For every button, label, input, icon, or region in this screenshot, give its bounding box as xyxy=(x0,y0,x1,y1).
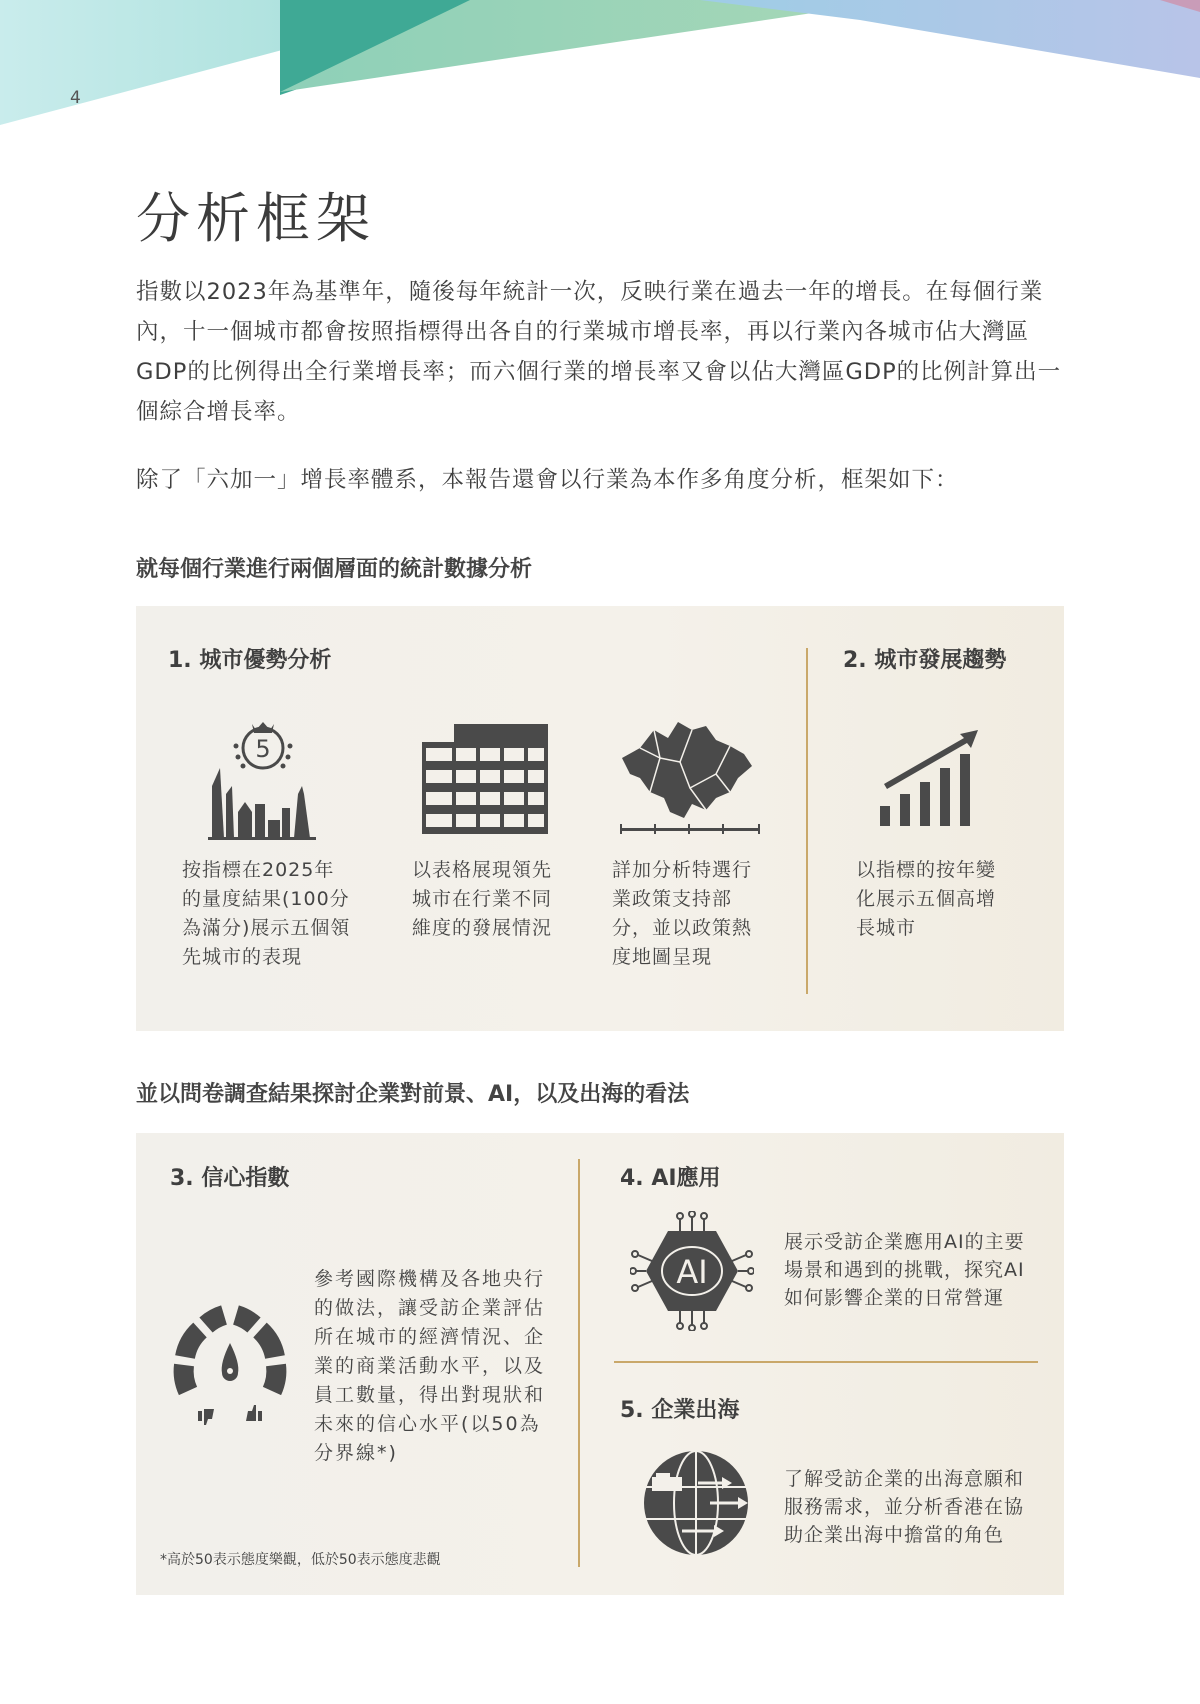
intro-paragraph-2: 除了「六加一」增長率體系，本報告還會以行業為本作多角度分析，框架如下： xyxy=(136,467,959,493)
confidence-desc: 參考國際機構及各地央行的做法，讓受訪企業評估所在城市的經濟情況、企業的商業活動水平，以及員工數量，得出對現狀和未來的信心水平(以50為分界線*) xyxy=(314,1268,546,1464)
city-advantage-title: 1. 城市優勢分析 xyxy=(168,648,332,673)
map-icon xyxy=(620,718,760,838)
intro-paragraph-1: 指數以2023年為基準年，隨後每年統計一次，反映行業在過去一年的增長。在每個行業內，十一個城市都會按照指標得出各自的行業城市增長率，再以行業內各城市佔大灣區GDP的比例得出全行業增長率；而六個行業的增長率又會以佔大灣區GDP的比例計算出一個綜合增長率。 xyxy=(136,279,1062,425)
city-trend-title: 2. 城市發展趨勢 xyxy=(843,648,1007,673)
section2-title: 並以問卷調查結果探討企業對前景、AI，以及出海的看法 xyxy=(136,1082,690,1107)
overseas-desc: 了解受訪企業的出海意願和服務需求，並分析香港在協助企業出海中擔當的角色 xyxy=(784,1468,1025,1546)
map-desc: 詳加分析特選行業政策支持部分，並以政策熱度地圖呈現 xyxy=(612,859,753,968)
gauge-icon xyxy=(170,1303,290,1433)
ai-icon-label: AI xyxy=(676,1253,708,1291)
city-ranking-desc: 按指標在2025年的量度結果(100分為滿分)展示五個領先城市的表現 xyxy=(182,859,351,968)
confidence-title: 3. 信心指數 xyxy=(170,1166,290,1191)
ai-title: 4. AI應用 xyxy=(620,1166,721,1191)
rank-number: 5 xyxy=(255,735,271,763)
panel2-hdivider xyxy=(614,1361,1038,1363)
city-ranking-icon xyxy=(208,716,318,841)
survey-panel xyxy=(136,1133,1064,1595)
globe-icon xyxy=(642,1447,754,1559)
panel1-divider xyxy=(806,648,808,994)
confidence-footnote: *高於50表示態度樂觀，低於50表示態度悲觀 xyxy=(160,1552,441,1568)
panel2-divider xyxy=(578,1159,580,1567)
header-banner xyxy=(0,0,1200,130)
growth-chart-icon xyxy=(878,726,988,826)
page-number: 4 xyxy=(70,88,81,108)
page-title: 分析框架 xyxy=(136,187,376,250)
ai-chip-icon xyxy=(630,1211,754,1331)
table-grid-desc: 以表格展現領先城市在行業不同維度的發展情況 xyxy=(412,859,553,939)
growth-chart-desc: 以指標的按年變化展示五個高增長城市 xyxy=(856,859,997,939)
section1-title: 就每個行業進行兩個層面的統計數據分析 xyxy=(136,557,533,582)
table-grid-icon xyxy=(422,724,548,834)
overseas-title: 5. 企業出海 xyxy=(620,1398,740,1423)
ai-desc: 展示受訪企業應用AI的主要場景和遇到的挑戰，探究AI如何影響企業的日常營運 xyxy=(784,1231,1025,1309)
statistics-panel xyxy=(136,606,1064,1031)
